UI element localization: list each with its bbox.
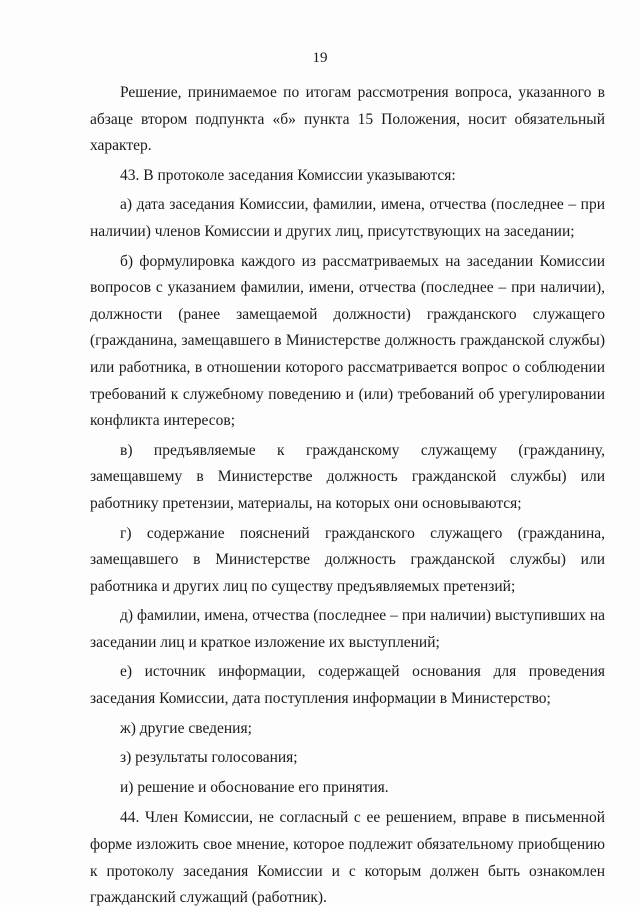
list-item-v: в) предъявляемые к гражданскому служащему (гражданину, замещавшему в Министерстве должность гражданской службы) или работнику претензии, материалы, на которых они основываются; bbox=[90, 441, 605, 512]
list-item-zh: ж) другие сведения; bbox=[120, 719, 252, 737]
list-item-e: е) источник информации, содержащей основания для проведения заседания Комиссии, дата поступления информации в Министерство; bbox=[90, 663, 605, 708]
list-item-b: б) формулировка каждого из рассматриваемых на заседании Комиссии вопросов с указанием фамилии, имени, отчества (последнее – при наличии), должности (ранее замещаемой должности) гражданского служащего (гражданина, замещавшего в Министерстве должность гражданской службы) или работника, в отношении которого рассматривается вопрос о соблюдении требований к служебному поведению и (или) требований об урегулировании конфликта интересов; bbox=[90, 252, 605, 430]
paragraph-decision-obligatory: Решение, принимаемое по итогам рассмотрения вопроса, указанного в абзаце втором подпункта «б» пункта 15 Положения, носит обязательный характер. bbox=[90, 84, 605, 155]
list-item-i: и) решение и обоснование его принятия. bbox=[120, 778, 389, 796]
list-item-a: а) дата заседания Комиссии, фамилии, имена, отчества (последнее – при наличии) членов Комиссии и других лиц, присутствующих на заседании; bbox=[90, 196, 605, 240]
list-item-g: г) содержание пояснений гражданского служащего (гражданина, замещавшего в Министерстве должность гражданской службы) или работника и других лиц по существу предъявляемых претензий; bbox=[90, 524, 605, 595]
paragraph-44: 44. Член Комиссии, не согласный с ее решением, вправе в письменной форме изложить свое мнение, которое подлежит обязательному приобщению к протоколу заседания Комиссии и с которым должен быть ознакомлен гражданский служащий (работник). bbox=[90, 809, 605, 907]
page-number: 19 bbox=[312, 50, 328, 66]
list-item-d: д) фамилии, имена, отчества (последнее – при наличии) выступивших на заседании лиц и краткое изложение их выступлений; bbox=[90, 607, 605, 651]
list-item-z: з) результаты голосования; bbox=[120, 749, 298, 767]
document-body bbox=[90, 80, 605, 915]
paragraph-43-heading: 43. В протоколе заседания Комиссии указываются: bbox=[120, 166, 456, 184]
